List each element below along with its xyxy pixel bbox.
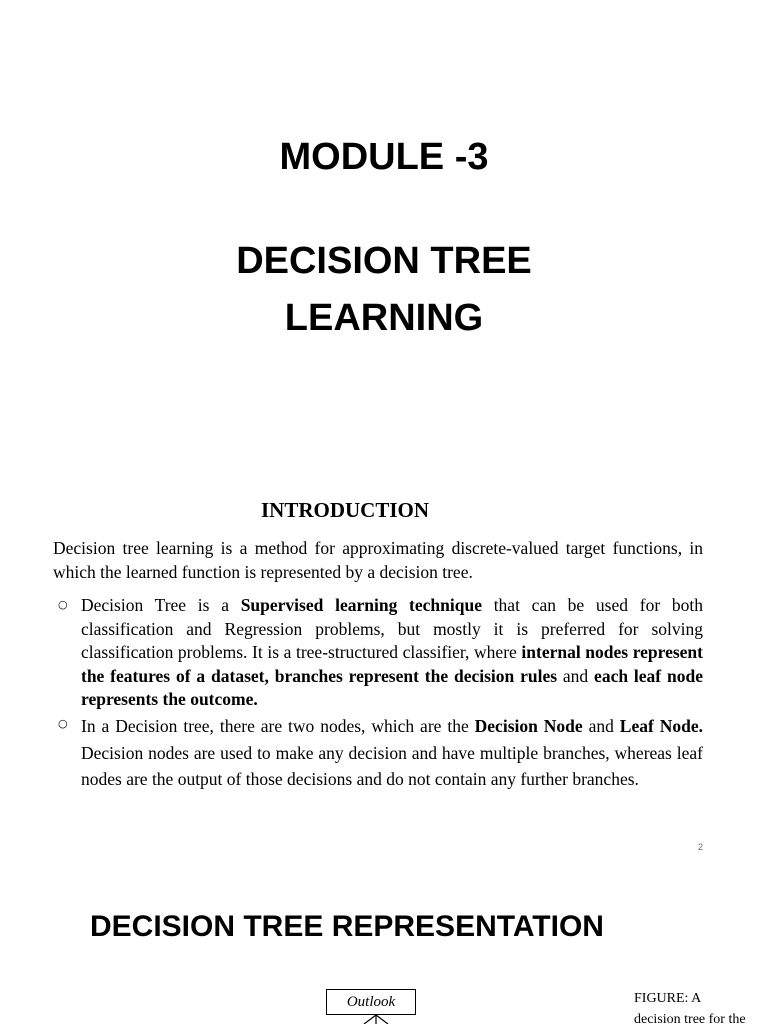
bullet-2-bold-1: Decision Node: [474, 716, 583, 736]
section-heading: DECISION TREE REPRESENTATION: [90, 910, 604, 943]
topic-title-line-1: DECISION TREE: [236, 240, 532, 282]
tree-branch-left: [364, 1015, 376, 1024]
bullet-1-text-part-1: Decision Tree is a: [81, 595, 241, 615]
tree-root-node: Outlook: [326, 989, 416, 1015]
bullet-2-bold-2: Leaf Node.: [619, 716, 704, 736]
bullet-marker-2: ○: [58, 717, 68, 730]
bullet-marker-1: ○: [58, 598, 68, 611]
figure-caption-line-1: FIGURE: A: [634, 991, 702, 1006]
bullet-1-bold-3: each leaf node represents the outcome.: [81, 665, 703, 709]
bullet-1-bold-1: Supervised learning technique: [240, 595, 482, 615]
tree-branch-right: [376, 1015, 388, 1024]
bullet-item-1: [81, 594, 703, 712]
bullet-2-text-part-1: In a Decision tree, there are two nodes, which are the: [81, 716, 475, 736]
intro-paragraph: Decision tree learning is a method for approximating discrete-valued target functions, in which the learned function is represented by a decision tree.: [53, 538, 703, 582]
figure-caption-line-2: decision tree for the: [634, 1012, 746, 1027]
topic-title-line-2: LEARNING: [284, 297, 484, 339]
tree-branch-lines: [350, 1014, 410, 1024]
bullet-item-2: [81, 713, 703, 793]
bullet-1-text-part-2: that can be used for both classification and Regression problems, but mostly it is preferred for solving classification problems. It is a tree-structured classifier, where: [81, 595, 703, 662]
bullet-1-bold-2: internal nodes represent the features of a dataset, branches represent the decision rules: [81, 642, 703, 686]
bullet-1-text-part-3: and: [557, 665, 595, 686]
bullet-2-text-part-2: and: [582, 716, 620, 736]
introduction-heading: INTRODUCTION: [260, 498, 430, 522]
bullet-2-text-part-3: Decision nodes are used to make any decision and have multiple branches, whereas leaf nodes are the output of those decisions and do not contain any further branches.: [81, 742, 703, 789]
page-number: 2: [698, 842, 704, 852]
module-title: MODULE -3: [279, 136, 489, 178]
